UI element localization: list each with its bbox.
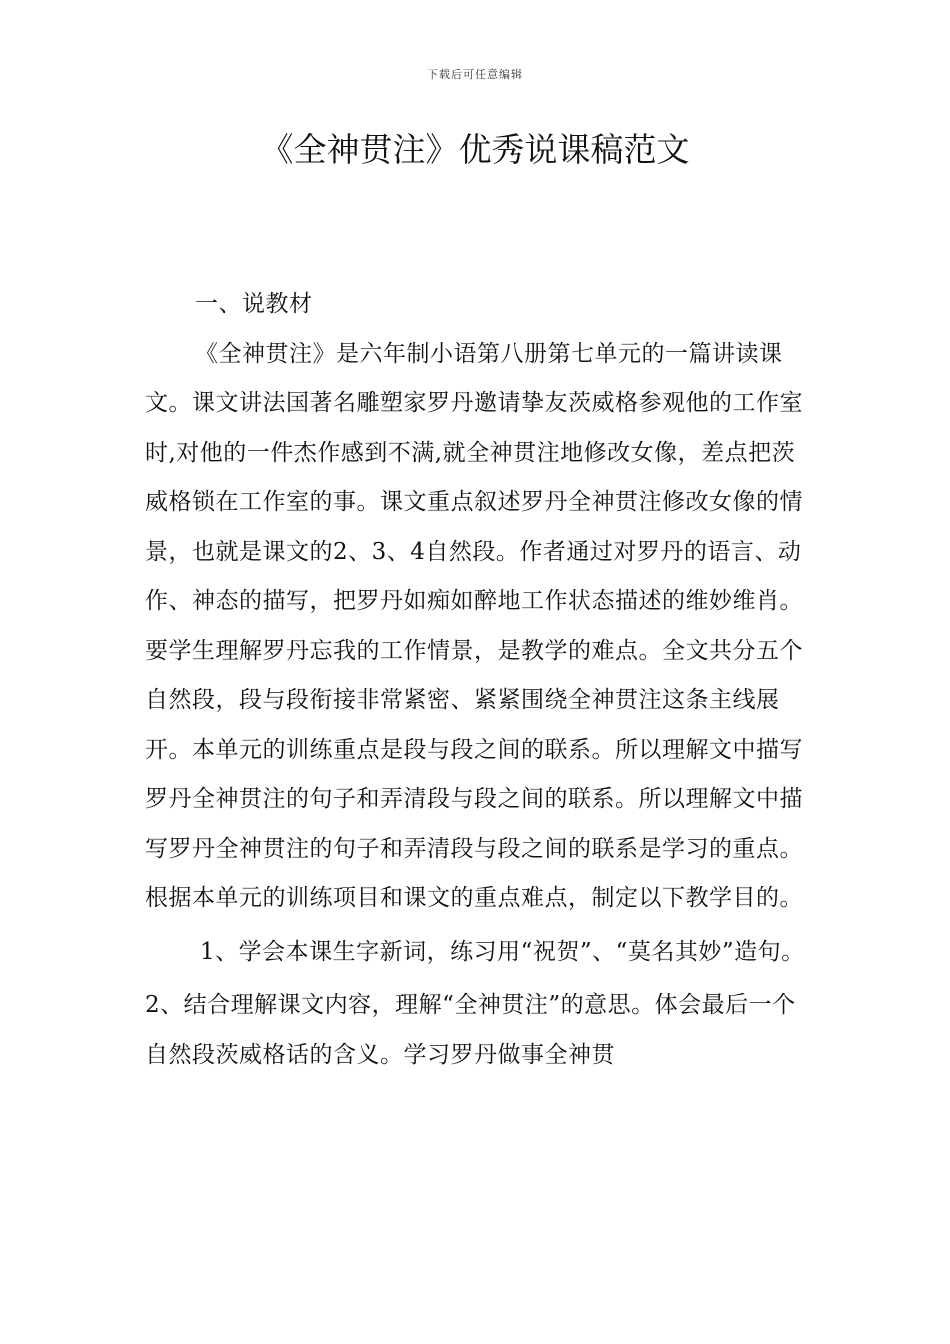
header-note: 下载后可任意编辑 — [427, 68, 523, 81]
paragraph-textbook-description: 《全神贯注》是六年制小语第八册第七单元的一篇讲读课文。课文讲法国著名雕塑家罗丹邀请挚友茨威格参观他的工作室时,对他的一件杰作感到不满,就全神贯注地修改女像，差点把茨威格锁在工作室的事。课文重点叙述罗丹全神贯注修改女像的情景，也就是课文的2、3、4自然段。作者通过对罗丹的语言、动作、神态的描写，把罗丹如痴如醉地工作状态描述的维妙维肖。要学生理解罗丹忘我的工作情景，是教学的难点。全文共分五个自然段，段与段衔接非常紧密、紧紧围绕全神贯注这条主线展开。本单元的训练重点是段与段之间的联系。所以理解文中描写罗丹全神贯注的句子和弄清段与段之间的联系。所以理解文中描写罗丹全神贯注的句子和弄清段与段之间的联系是学习的重点。根据本单元的训练项目和课文的重点难点，制定以下教学目的。 — [145, 340, 803, 911]
page-title: 《全神贯注》优秀说课稿范文 — [260, 130, 690, 169]
section-heading: 一、说教材 — [195, 291, 313, 317]
objective-item-2: 2、结合理解课文内容，理解“全神贯注”的意思。体会最后一个自然段茨威格话的含义。学习罗丹做事全神贯 — [145, 992, 796, 1068]
document-body — [145, 280, 810, 1080]
objective-item-1: 1、学会本课生字新词，练习用“祝贺”、“莫名其妙”造句。 — [200, 938, 805, 965]
